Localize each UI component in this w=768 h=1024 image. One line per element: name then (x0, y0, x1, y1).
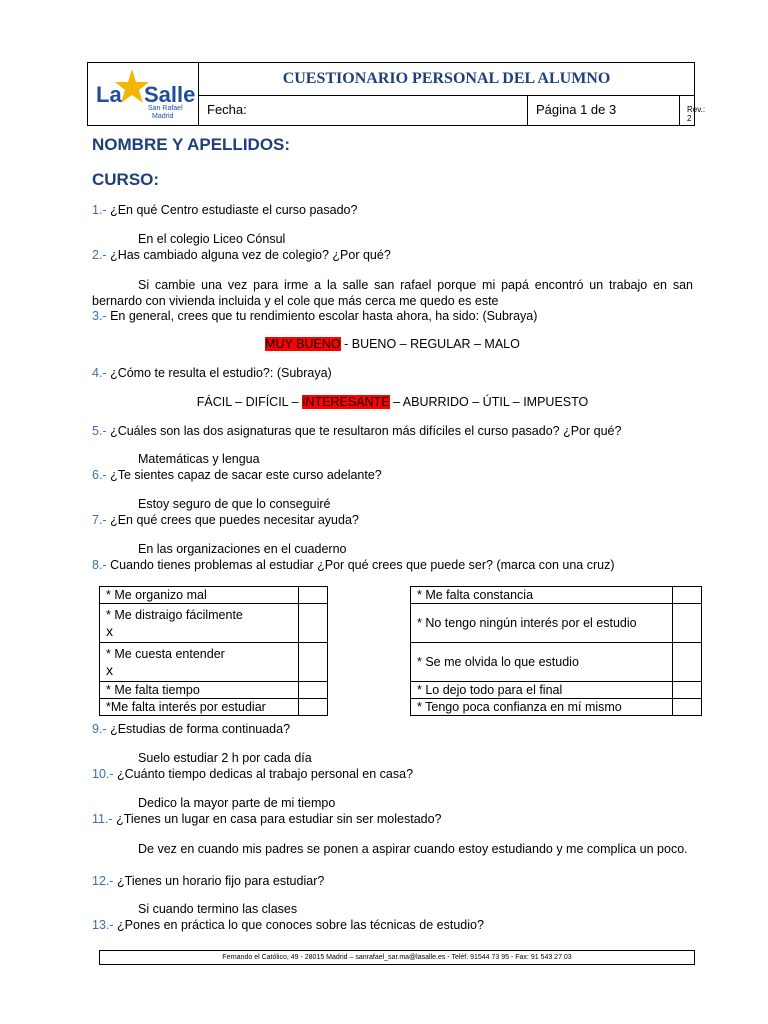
question-7: 7.- ¿En qué crees que puedes necesitar ayuda? (92, 513, 359, 527)
page-footer: Fernando el Católico, 49 - 28015 Madrid – sanrafael_sar.ma@lasalle.es - Teléf. 91544 73 95 - Fax: 91 543 27 03 (99, 950, 695, 965)
checklist-item: * No tengo ningún interés por el estudio (411, 604, 673, 643)
checklist-left (99, 586, 328, 716)
checklist-item: * Se me olvida lo que estudio (411, 643, 673, 682)
nombre-heading: NOMBRE Y APELLIDOS: (92, 135, 291, 154)
question-5: 5.- ¿Cuáles son las dos asignaturas que te resultaron más difíciles el curso pasado? ¿Por qué? (92, 424, 622, 438)
checklist-item: * Me cuesta entender x (100, 643, 299, 682)
question-6: 6.- ¿Te sientes capaz de sacar este curso adelante? (92, 468, 382, 482)
answer-1: En el colegio Liceo Cónsul (138, 232, 286, 246)
svg-text:Madrid: Madrid (152, 113, 174, 120)
checklist-item: * Me organizo mal (100, 587, 299, 604)
question-1: 1.- ¿En qué Centro estudiaste el curso pasado? (92, 203, 358, 217)
checklist-item: * Me distraigo fácilmente x (100, 604, 299, 643)
question-2: 2.- ¿Has cambiado alguna vez de colegio? ¿Por qué? (92, 248, 391, 262)
question-4: 4.- ¿Cómo te resulta el estudio?: (Subraya) (92, 366, 332, 380)
selected-option: MUY BUENO (265, 337, 341, 351)
question-13: 13.- ¿Pones en práctica lo que conoces sobre las técnicas de estudio? (92, 918, 484, 932)
checkbox-cell[interactable] (673, 643, 702, 682)
checklist-item: * Tengo poca confianza en mí mismo (411, 699, 673, 716)
checkbox-cell[interactable] (299, 682, 328, 699)
checkbox-cell[interactable] (299, 604, 328, 643)
cross-mark: x (106, 662, 113, 678)
svg-text:San Rafael: San Rafael (148, 105, 183, 112)
checkbox-cell[interactable] (673, 587, 702, 604)
answer-11: De vez en cuando mis padres se ponen a aspirar cuando estoy estudiando y me complica un poco. (138, 842, 688, 856)
options-3: MUY BUENO - BUENO – REGULAR – MALO (265, 337, 520, 351)
document-title: CUESTIONARIO PERSONAL DEL ALUMNO (199, 63, 694, 96)
lasalle-logo (88, 63, 199, 125)
answer-6: Estoy seguro de que lo conseguiré (138, 497, 331, 511)
answer-10: Dedico la mayor parte de mi tiempo (138, 796, 336, 810)
checklist-item: * Lo dejo todo para el final (411, 682, 673, 699)
question-8: 8.- Cuando tienes problemas al estudiar ¿Por qué crees que puede ser? (marca con una cruz) (92, 558, 615, 572)
checkbox-cell[interactable] (673, 699, 702, 716)
cross-mark: x (106, 623, 113, 639)
question-3: 3.- En general, crees que tu rendimiento escolar hasta ahora, ha sido: (Subraya) (92, 309, 538, 323)
checklist-item: * Me falta constancia (411, 587, 673, 604)
checkbox-cell[interactable] (299, 587, 328, 604)
checkbox-cell[interactable] (299, 699, 328, 716)
answer-12: Si cuando termino las clases (138, 902, 298, 916)
question-11: 11.- ¿Tienes un lugar en casa para estudiar sin ser molestado? (92, 812, 442, 826)
question-9: 9.- ¿Estudias de forma continuada? (92, 722, 291, 736)
options-4: FÁCIL – DIFÍCIL – INTERESANTE – ABURRIDO – ÚTIL – IMPUESTO (196, 395, 589, 409)
question-10: 10.- ¿Cuánto tiempo dedicas al trabajo personal en casa? (92, 767, 414, 781)
answer-9: Suelo estudiar 2 h por cada día (138, 751, 312, 765)
answer-5: Matemáticas y lengua (138, 452, 260, 466)
answer-7: En las organizaciones en el cuaderno (138, 542, 347, 556)
checkbox-cell[interactable] (673, 604, 702, 643)
checklist-item: *Me falta interés por estudiar (100, 699, 299, 716)
checklist-right (410, 586, 702, 716)
page-number: Página 1 de 3 (528, 96, 680, 125)
svg-text:La: La (96, 82, 122, 107)
document-header (87, 62, 706, 126)
curso-heading: CURSO: (92, 170, 160, 189)
svg-text:Salle: Salle (144, 82, 196, 107)
checkbox-cell[interactable] (673, 682, 702, 699)
question-12: 12.- ¿Tienes un horario fijo para estudiar? (92, 874, 325, 888)
fecha-field: Fecha: (199, 96, 528, 125)
answer-2: Si cambie una vez para irme a la salle san rafael porque mi papá encontró un trabajo en san bernardo con vivienda incluida y el cole que más cerca me quedo es este (92, 278, 693, 308)
checkbox-cell[interactable] (299, 643, 328, 682)
revision: Rev.: 2 (687, 105, 706, 123)
logo-star-icon (88, 63, 198, 125)
checklist-item: * Me falta tiempo (100, 682, 299, 699)
selected-option: INTERESANTE (302, 395, 390, 409)
